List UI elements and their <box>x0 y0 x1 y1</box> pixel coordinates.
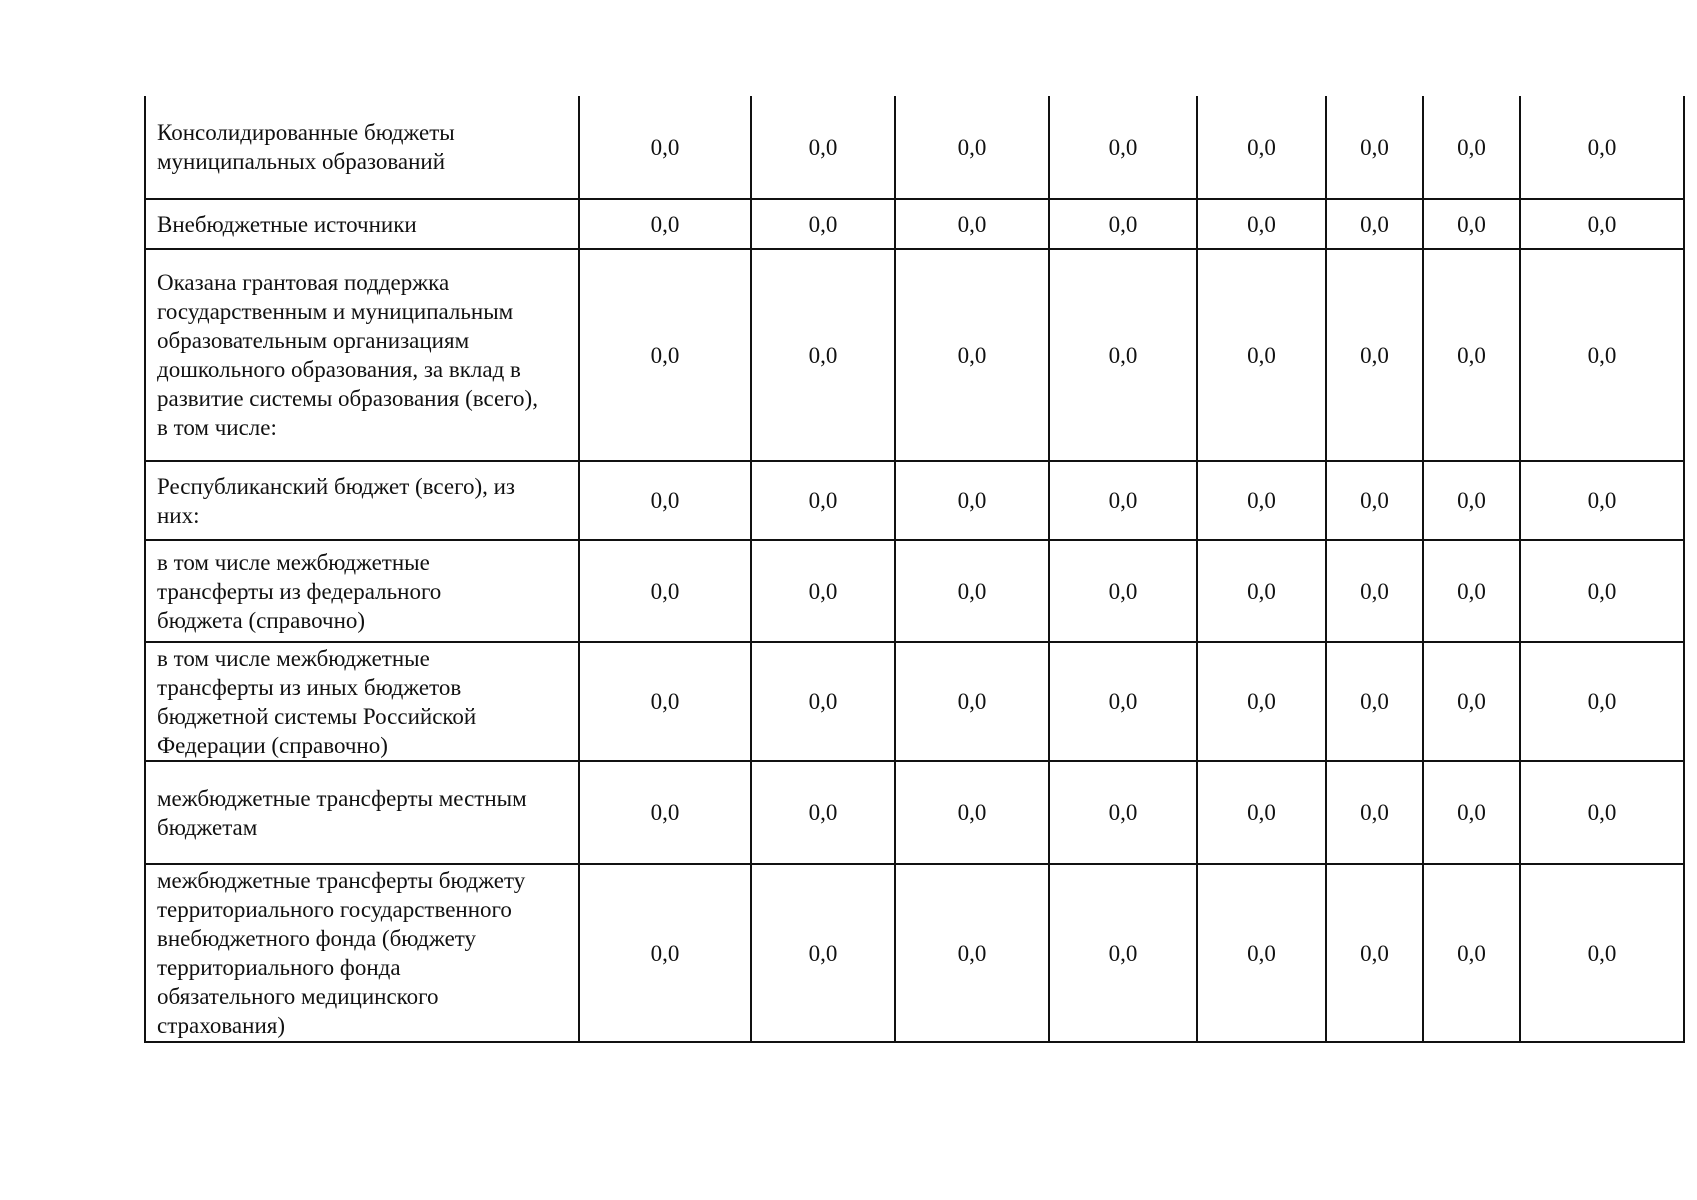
value-cell <box>579 761 751 864</box>
cell-value: 0,0 <box>1587 211 1617 237</box>
value-cell <box>1423 96 1520 199</box>
cell-value: 0,0 <box>808 800 838 825</box>
row-label: в том числе межбюджетные трансферты из иных бюджетов бюджетной системы Российской Федерации (справочно) <box>157 645 477 758</box>
cell-value: 0,0 <box>1360 342 1389 368</box>
cell-value: 0,0 <box>1587 488 1617 513</box>
cell-value: 0,0 <box>1108 211 1138 237</box>
value-cell <box>1326 96 1423 199</box>
value-cell <box>1423 249 1520 461</box>
value-cell <box>1423 761 1520 864</box>
value-cell <box>751 461 895 540</box>
value-cell <box>1049 461 1197 540</box>
table-row <box>145 864 1684 1042</box>
cell-value: 0,0 <box>1457 940 1486 966</box>
budget-table <box>144 96 1685 1043</box>
row-label: в том числе межбюджетные трансферты из федерального бюджета (справочно) <box>157 549 442 633</box>
value-cell <box>1423 199 1520 249</box>
value-cell <box>1049 864 1197 1042</box>
cell-value: 0,0 <box>1457 342 1486 368</box>
value-cell <box>1423 864 1520 1042</box>
row-label-cell <box>145 761 579 864</box>
value-cell <box>1049 199 1197 249</box>
value-cell <box>1326 864 1423 1042</box>
value-cell <box>1326 761 1423 864</box>
value-cell <box>895 461 1049 540</box>
cell-value: 0,0 <box>808 211 838 237</box>
value-cell <box>579 96 751 199</box>
value-cell <box>1423 540 1520 642</box>
cell-value: 0,0 <box>1457 211 1486 237</box>
value-cell <box>1520 199 1684 249</box>
value-cell <box>895 540 1049 642</box>
cell-value: 0,0 <box>957 800 987 825</box>
value-cell <box>895 761 1049 864</box>
cell-value: 0,0 <box>1360 800 1389 825</box>
cell-value: 0,0 <box>1108 342 1138 368</box>
value-cell <box>1520 864 1684 1042</box>
cell-value: 0,0 <box>1587 689 1617 714</box>
row-label-cell <box>145 864 579 1042</box>
cell-value: 0,0 <box>957 689 987 714</box>
value-cell <box>579 199 751 249</box>
value-cell <box>1197 461 1326 540</box>
value-cell <box>751 761 895 864</box>
value-cell <box>1197 249 1326 461</box>
value-cell <box>1326 199 1423 249</box>
cell-value: 0,0 <box>1457 488 1486 513</box>
cell-value: 0,0 <box>808 488 838 513</box>
cell-value: 0,0 <box>650 578 680 604</box>
cell-value: 0,0 <box>957 940 987 966</box>
row-label-cell <box>145 461 579 540</box>
value-cell <box>1520 461 1684 540</box>
cell-value: 0,0 <box>1457 689 1486 714</box>
cell-value: 0,0 <box>808 940 838 966</box>
cell-value: 0,0 <box>1360 578 1389 604</box>
cell-value: 0,0 <box>808 342 838 368</box>
cell-value: 0,0 <box>1247 488 1276 513</box>
table-row <box>145 642 1684 761</box>
cell-value: 0,0 <box>1247 211 1276 237</box>
value-cell <box>751 96 895 199</box>
value-cell <box>1197 642 1326 761</box>
cell-value: 0,0 <box>1247 578 1276 604</box>
row-label: Оказана грантовая поддержка государственным и муниципальным образовательным организациям дошкольного образования, за вклад в развитие системы образования (всего), в том числе: <box>157 270 538 440</box>
table-row <box>145 249 1684 461</box>
cell-value: 0,0 <box>1247 940 1276 966</box>
cell-value: 0,0 <box>650 940 680 966</box>
cell-value: 0,0 <box>808 134 838 160</box>
value-cell <box>1197 864 1326 1042</box>
value-cell <box>751 540 895 642</box>
value-cell <box>1197 761 1326 864</box>
row-label-cell <box>145 199 579 249</box>
value-cell <box>1423 642 1520 761</box>
table-row <box>145 96 1684 199</box>
row-label: Внебюджетные источники <box>157 211 417 237</box>
value-cell <box>1326 249 1423 461</box>
cell-value: 0,0 <box>808 689 838 714</box>
value-cell <box>579 642 751 761</box>
cell-value: 0,0 <box>957 342 987 368</box>
cell-value: 0,0 <box>1360 134 1389 160</box>
value-cell <box>895 199 1049 249</box>
cell-value: 0,0 <box>1360 211 1389 237</box>
cell-value: 0,0 <box>1587 940 1617 966</box>
cell-value: 0,0 <box>650 342 680 368</box>
cell-value: 0,0 <box>808 578 838 604</box>
cell-value: 0,0 <box>1247 342 1276 368</box>
cell-value: 0,0 <box>650 800 680 825</box>
value-cell <box>751 642 895 761</box>
row-label-cell <box>145 96 579 199</box>
cell-value: 0,0 <box>1457 578 1486 604</box>
value-cell <box>1049 96 1197 199</box>
value-cell <box>1520 540 1684 642</box>
row-label-cell <box>145 249 579 461</box>
row-label: Республиканский бюджет (всего), из них: <box>157 473 516 528</box>
value-cell <box>1049 761 1197 864</box>
cell-value: 0,0 <box>1360 488 1389 513</box>
value-cell <box>579 461 751 540</box>
value-cell <box>751 199 895 249</box>
value-cell <box>1049 249 1197 461</box>
cell-value: 0,0 <box>1108 578 1138 604</box>
cell-value: 0,0 <box>1108 940 1138 966</box>
row-label: межбюджетные трансферты бюджету территориального государственного внебюджетного фонда (бюджету территориального фонда обязательного медицинского страхования) <box>157 868 526 1038</box>
value-cell <box>1197 96 1326 199</box>
cell-value: 0,0 <box>1108 488 1138 513</box>
cell-value: 0,0 <box>1247 689 1276 714</box>
table-row <box>145 199 1684 249</box>
cell-value: 0,0 <box>1457 800 1486 825</box>
value-cell <box>1049 642 1197 761</box>
value-cell <box>895 96 1049 199</box>
cell-value: 0,0 <box>957 134 987 160</box>
value-cell <box>579 864 751 1042</box>
value-cell <box>1520 96 1684 199</box>
table-row <box>145 461 1684 540</box>
row-label: Консолидированные бюджеты муниципальных образований <box>157 120 455 174</box>
cell-value: 0,0 <box>957 578 987 604</box>
cell-value: 0,0 <box>1587 134 1617 160</box>
value-cell <box>751 249 895 461</box>
value-cell <box>895 642 1049 761</box>
cell-value: 0,0 <box>957 211 987 237</box>
row-label-cell <box>145 540 579 642</box>
cell-value: 0,0 <box>1360 689 1389 714</box>
cell-value: 0,0 <box>1108 134 1138 160</box>
value-cell <box>1049 540 1197 642</box>
table-row <box>145 761 1684 864</box>
cell-value: 0,0 <box>650 689 680 714</box>
value-cell <box>895 249 1049 461</box>
value-cell <box>1326 540 1423 642</box>
value-cell <box>1326 642 1423 761</box>
cell-value: 0,0 <box>1247 800 1276 825</box>
row-label: межбюджетные трансферты местным бюджетам <box>157 785 527 840</box>
cell-value: 0,0 <box>650 488 680 513</box>
cell-value: 0,0 <box>1587 800 1617 825</box>
cell-value: 0,0 <box>1457 134 1486 160</box>
table-row <box>145 540 1684 642</box>
row-label-cell <box>145 642 579 761</box>
cell-value: 0,0 <box>1360 940 1389 966</box>
cell-value: 0,0 <box>1587 578 1617 604</box>
cell-value: 0,0 <box>650 134 680 160</box>
value-cell <box>895 864 1049 1042</box>
cell-value: 0,0 <box>957 488 987 513</box>
value-cell <box>1520 249 1684 461</box>
value-cell <box>1197 540 1326 642</box>
value-cell <box>1197 199 1326 249</box>
value-cell <box>1423 461 1520 540</box>
cell-value: 0,0 <box>650 211 680 237</box>
value-cell <box>1326 461 1423 540</box>
table-body <box>145 96 1684 1042</box>
value-cell <box>751 864 895 1042</box>
cell-value: 0,0 <box>1587 342 1617 368</box>
cell-value: 0,0 <box>1108 800 1138 825</box>
value-cell <box>1520 642 1684 761</box>
value-cell <box>579 540 751 642</box>
cell-value: 0,0 <box>1108 689 1138 714</box>
value-cell <box>1520 761 1684 864</box>
value-cell <box>579 249 751 461</box>
cell-value: 0,0 <box>1247 134 1276 160</box>
